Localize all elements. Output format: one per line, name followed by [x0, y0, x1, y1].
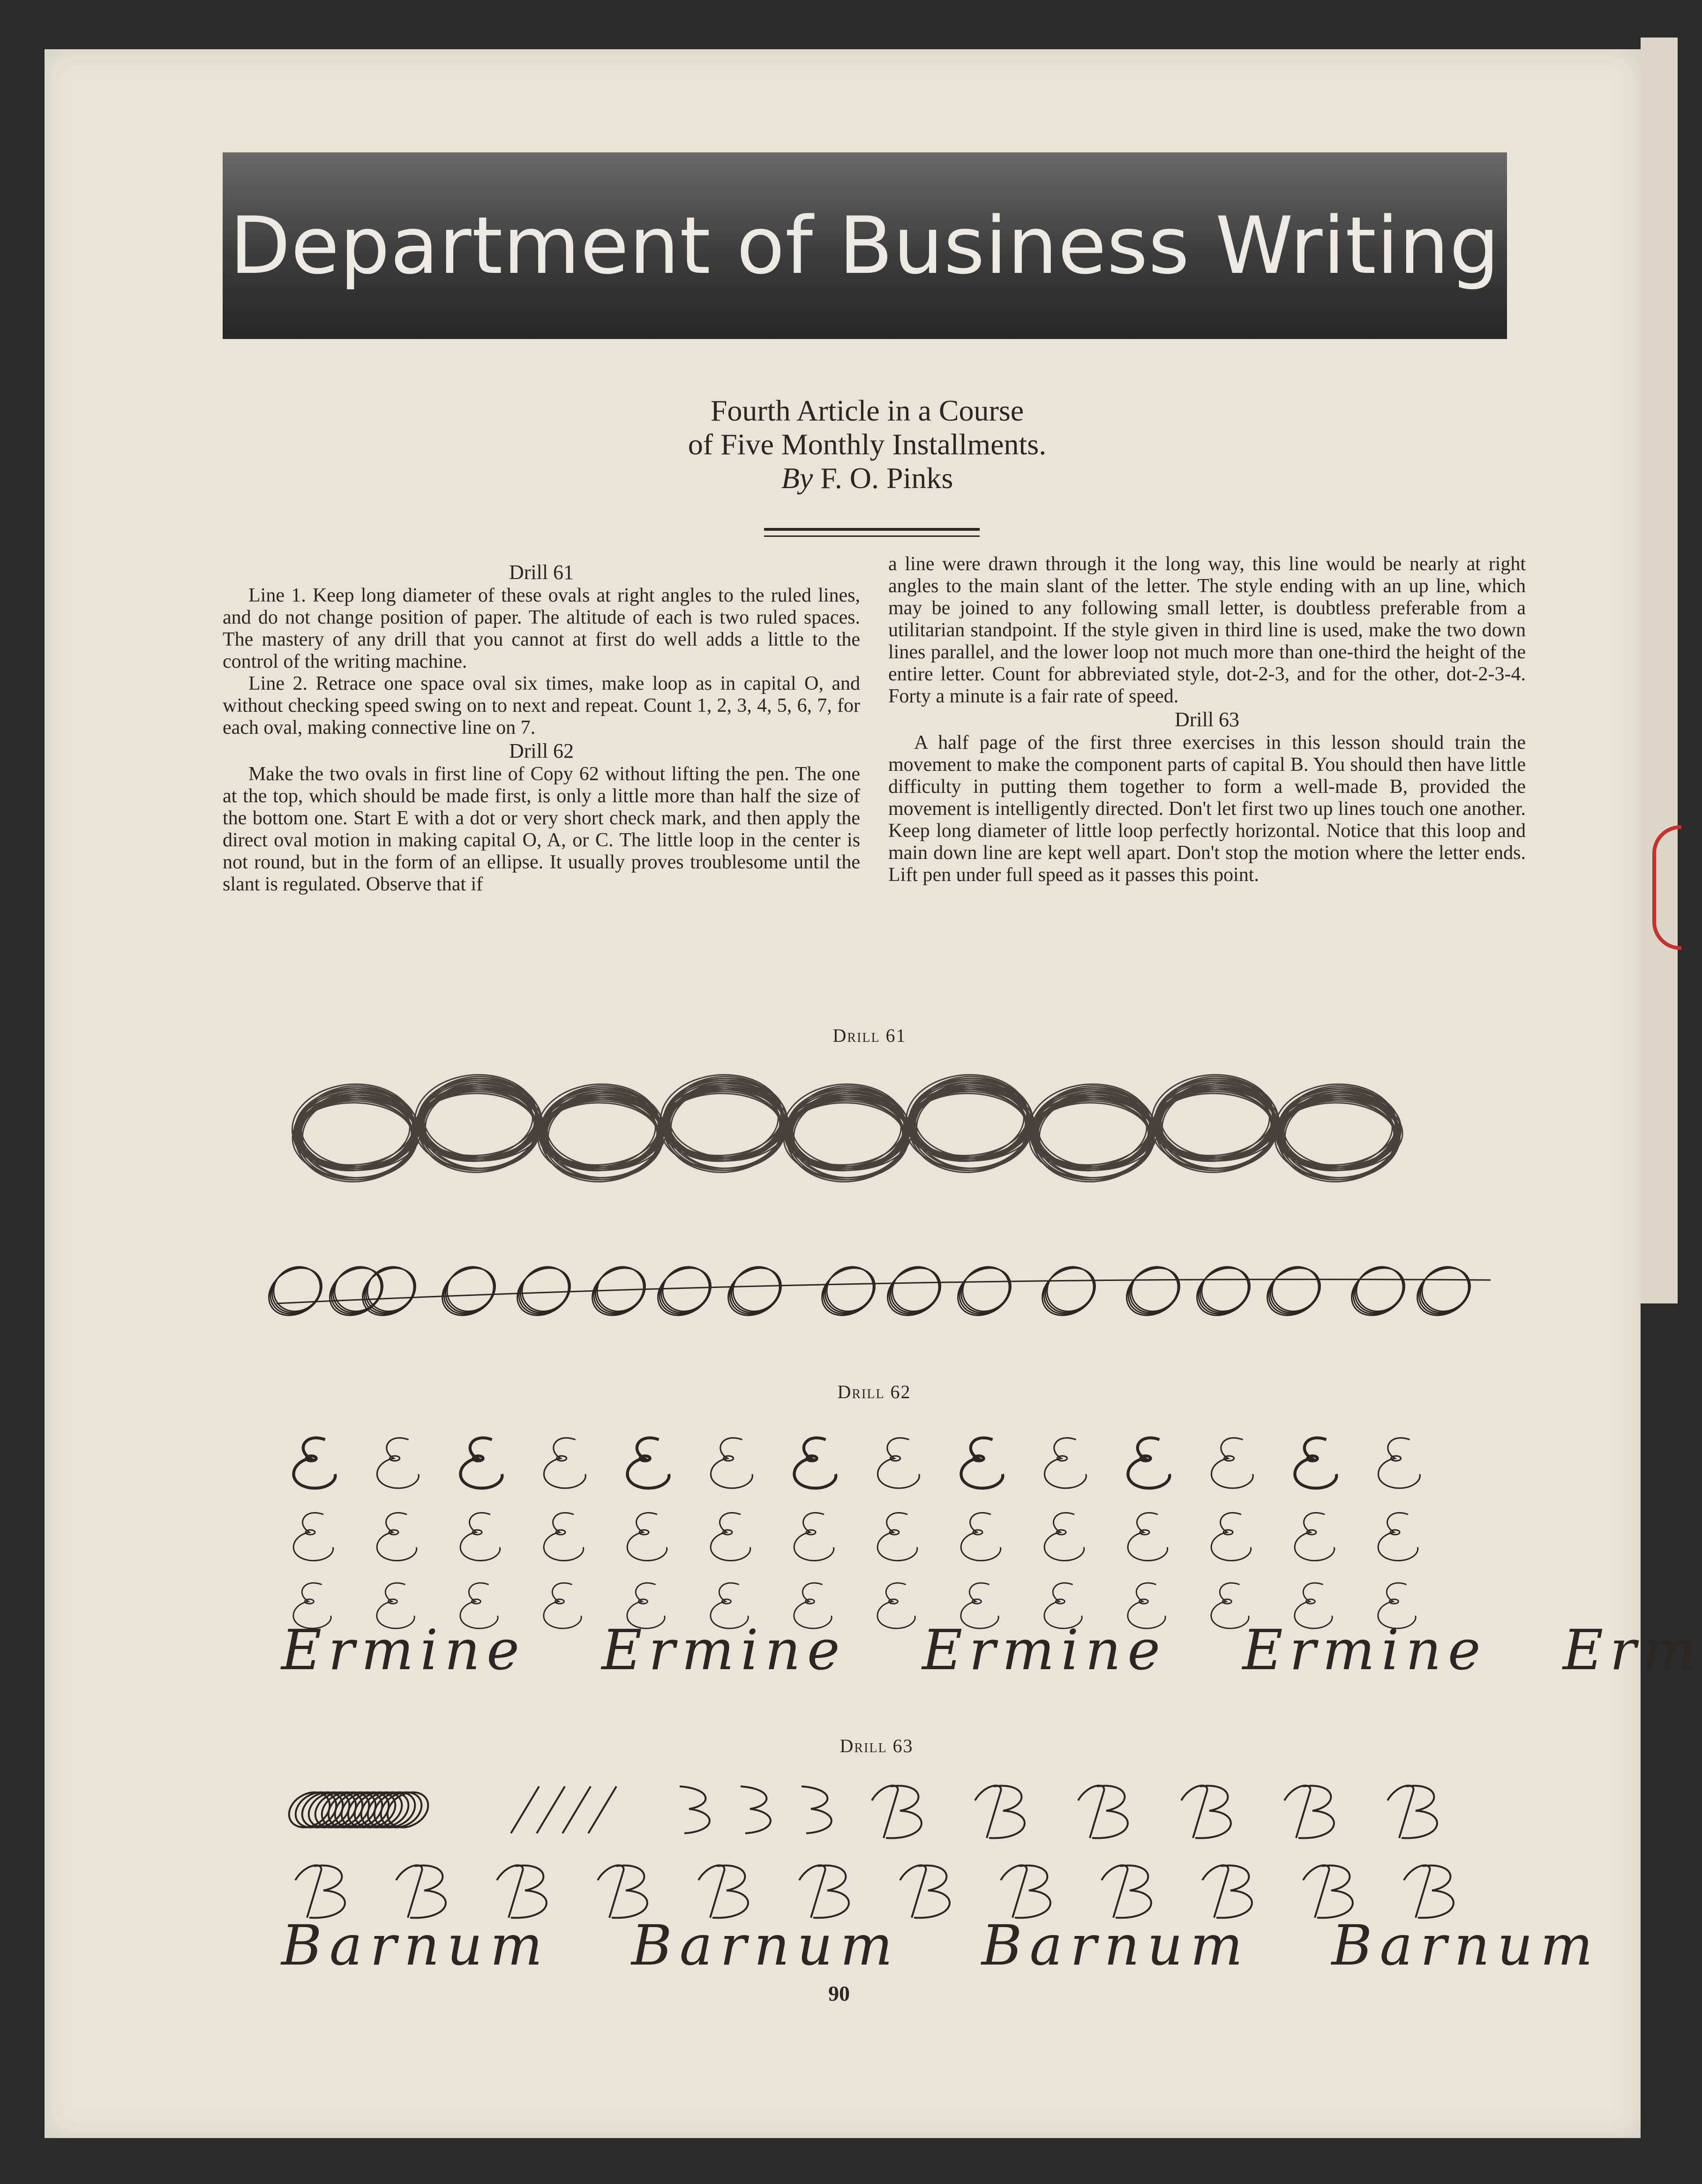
barnum-word: Barnum: [981, 1913, 1251, 1978]
drill-61-oval-loops: [262, 1247, 1500, 1327]
department-banner: [223, 152, 1507, 339]
b-bowl-drill: [802, 1786, 832, 1833]
capital-e-form: [711, 1513, 750, 1560]
e-stroke: [877, 1438, 919, 1488]
e-stroke: [877, 1513, 917, 1560]
capital-b-form: [295, 1865, 345, 1918]
b-stem: [1181, 1785, 1207, 1838]
e-stroke: [377, 1513, 417, 1560]
e-stroke: [293, 1513, 333, 1560]
capital-e-form: [627, 1438, 669, 1488]
drill-61-paragraph-1: Line 1. Keep long diameter of these ovals at right angles to the ruled lines, and do not change position of paper. The altitude of each is two ruled spaces. The mastery of any drill that you cannot at first do well adds a little to the control of the writing machine.: [223, 585, 860, 672]
b-stem: [975, 1785, 1001, 1838]
b-stem: [598, 1865, 623, 1918]
b-stem: [1102, 1865, 1127, 1918]
drill-62-caption: Drill 62: [837, 1381, 911, 1402]
b-stem: [799, 1865, 825, 1918]
capital-b-form: [1284, 1785, 1334, 1838]
e-stroke: [1211, 1513, 1251, 1560]
barnum-word: Barnum: [631, 1913, 900, 1978]
b-stem: [497, 1865, 523, 1918]
e-stroke: [1044, 1438, 1086, 1488]
ermine-word: Ermine: [922, 1618, 1167, 1682]
connective-line: [277, 1280, 1491, 1303]
capital-e-form: [1295, 1513, 1335, 1560]
b-upstroke: [511, 1786, 539, 1833]
e-stroke: [627, 1438, 669, 1488]
e-stroke: [1128, 1438, 1170, 1488]
drill-61-retraced-ovals: [291, 1050, 1453, 1210]
department-title: Department of Business Writing: [230, 200, 1500, 292]
capital-e-form: [794, 1438, 836, 1488]
capital-e-form: [460, 1438, 502, 1488]
capital-b-form: [1102, 1865, 1151, 1918]
capital-b-form: [698, 1865, 748, 1918]
b-stem: [1202, 1865, 1228, 1918]
capital-b-form: [1001, 1865, 1050, 1918]
capital-e-form: [377, 1438, 419, 1488]
capital-b-form: [1303, 1865, 1353, 1918]
e-stroke: [711, 1438, 752, 1488]
e-stroke: [711, 1513, 750, 1560]
b-stem: [1404, 1865, 1430, 1918]
b-stem: [396, 1865, 422, 1918]
e-stroke: [961, 1438, 1003, 1488]
capital-e-form: [544, 1513, 584, 1560]
capital-e-form: [877, 1513, 917, 1560]
capital-e-form: [460, 1513, 500, 1560]
adjacent-page-red-mark: [1652, 825, 1681, 950]
drill-63-barnum-line: [281, 1913, 1600, 1983]
drill-61-caption: Drill 61: [832, 1025, 907, 1046]
capital-e-form: [1128, 1438, 1170, 1488]
page-number: 90: [828, 1981, 850, 2005]
barnum-word: Barnum: [281, 1913, 550, 1978]
b-bowl-drill: [741, 1786, 771, 1833]
capital-b-form: [1387, 1785, 1437, 1838]
e-stroke: [627, 1513, 667, 1560]
capital-e-form: [544, 1438, 585, 1488]
e-stroke: [544, 1513, 584, 1560]
capital-e-form: [961, 1513, 1001, 1560]
e-stroke: [1211, 1438, 1253, 1488]
capital-e-form: [1211, 1438, 1253, 1488]
e-stroke: [1044, 1513, 1084, 1560]
b-stem: [698, 1865, 724, 1918]
adjacent-page-edge: [1641, 38, 1678, 1303]
barnum-word: Barnum: [1331, 1913, 1600, 1978]
capital-b-form: [598, 1865, 647, 1918]
e-stroke: [377, 1438, 419, 1488]
b-stem: [295, 1865, 321, 1918]
drill-63-paragraph-1: A half page of the first three exercises in this lesson should train the movement to make the component parts of capital B. You should then have little difficulty in putting them together to form a well-made B, provided the movement is intelligently directed. Don't let first two up lines touch one another. Keep long diameter of little loop perfectly horizontal. Notice that this loop and main down line are kept well apart. Don't stop the motion where the letter ends. Lift pen under full speed as it passes this point.: [888, 732, 1526, 886]
e-stroke: [1295, 1438, 1336, 1488]
e-stroke: [544, 1438, 585, 1488]
b-stem: [1284, 1785, 1310, 1838]
drill-62-continuation: a line were drawn through it the long way, this line would be nearly at right angles to the main slant of the letter. The style ending with an up line, which may be joined to any following small letter, is doubtless preferable from a utilitarian standpoint. If the style given in third line is used, make the two down lines parallel, and the lower loop not much more than one-third the height of the entire letter. Count for abbreviated style, dot-2-3, and for the other, dot-2-3-4. Forty a minute is a fair rate of speed.: [888, 553, 1526, 707]
capital-e-form: [293, 1513, 333, 1560]
capital-e-form: [1378, 1513, 1418, 1560]
left-column: [223, 560, 860, 896]
capital-b-form: [396, 1865, 446, 1918]
drill-63-caption: Drill 63: [840, 1735, 914, 1756]
capital-e-form: [1044, 1438, 1086, 1488]
capital-b-form: [1181, 1785, 1231, 1838]
e-stroke: [961, 1513, 1001, 1560]
b-upstroke: [537, 1786, 565, 1833]
drill-62-heading: Drill 62: [509, 739, 574, 762]
capital-e-form: [711, 1438, 752, 1488]
e-stroke: [460, 1438, 502, 1488]
byline-prefix: By: [781, 461, 813, 495]
drill-62-ermine-line: [281, 1618, 1702, 1688]
capital-e-form: [627, 1513, 667, 1560]
capital-b-form: [1202, 1865, 1252, 1918]
e-stroke: [1378, 1513, 1418, 1560]
b-stem: [1387, 1785, 1413, 1838]
capital-e-form: [877, 1438, 919, 1488]
b-stem: [1078, 1785, 1104, 1838]
capital-e-form: [293, 1438, 335, 1488]
ermine-word: Ermine: [601, 1618, 847, 1682]
capital-b-form: [975, 1785, 1025, 1838]
author-name: F. O. Pinks: [820, 461, 953, 495]
capital-e-form: [1211, 1513, 1251, 1560]
capital-b-form: [497, 1865, 547, 1918]
byline: [516, 461, 1219, 495]
b-stem: [900, 1865, 926, 1918]
drill-63-capital-b-rows: [277, 1777, 1505, 1936]
title-divider: [764, 528, 980, 537]
e-stroke: [1128, 1513, 1168, 1560]
ermine-word-partial: Erm: [1563, 1618, 1702, 1682]
b-upstroke: [588, 1786, 616, 1833]
e-stroke: [293, 1438, 335, 1488]
capital-e-form: [1295, 1438, 1336, 1488]
capital-e-form: [961, 1438, 1003, 1488]
ermine-word: Ermine: [281, 1618, 526, 1682]
capital-e-form: [1378, 1438, 1420, 1488]
right-column: [888, 553, 1526, 886]
subtitle-line-1: Fourth Article in a Course: [710, 394, 1024, 427]
drill-61-heading: Drill 61: [509, 561, 574, 584]
b-stem: [872, 1785, 898, 1838]
capital-b-form: [799, 1865, 849, 1918]
drill-62-paragraph-1: Make the two ovals in first line of Copy 62 without lifting the pen. The one at the top, which should be made first, is only a little more than half the size of the bottom one. Start E with a dot or very short check mark, and then apply the direct oval motion in making capital O, A, or C. The little loop in the center is not round, but in the form of an ellipse. It usually proves troublesome until the slant is regulated. Observe that if: [223, 763, 860, 895]
b-stem: [1303, 1865, 1329, 1918]
capital-b-form: [872, 1785, 922, 1838]
capital-e-form: [377, 1513, 417, 1560]
e-stroke: [794, 1438, 836, 1488]
drill-63-heading: Drill 63: [1174, 708, 1240, 731]
ermine-word: Ermine: [1242, 1618, 1487, 1682]
b-upstroke: [562, 1786, 591, 1833]
capital-e-form: [1044, 1513, 1084, 1560]
capital-e-form: [794, 1513, 834, 1560]
e-stroke: [794, 1513, 834, 1560]
subtitle-line-2: of Five Monthly Installments.: [688, 428, 1047, 461]
capital-b-form: [900, 1865, 950, 1918]
capital-b-form: [1078, 1785, 1128, 1838]
article-subtitle: [516, 394, 1219, 495]
e-stroke: [1378, 1438, 1420, 1488]
e-stroke: [460, 1513, 500, 1560]
e-stroke: [1295, 1513, 1335, 1560]
b-stem: [1001, 1865, 1027, 1918]
capital-e-form: [1128, 1513, 1168, 1560]
b-bowl-drill: [680, 1786, 710, 1833]
drill-61-paragraph-2: Line 2. Retrace one space oval six times, make loop as in capital O, and without checking speed swing on to next and repeat. Count 1, 2, 3, 4, 5, 6, 7, for each oval, making connective line on 7.: [223, 673, 860, 738]
capital-b-form: [1404, 1865, 1454, 1918]
